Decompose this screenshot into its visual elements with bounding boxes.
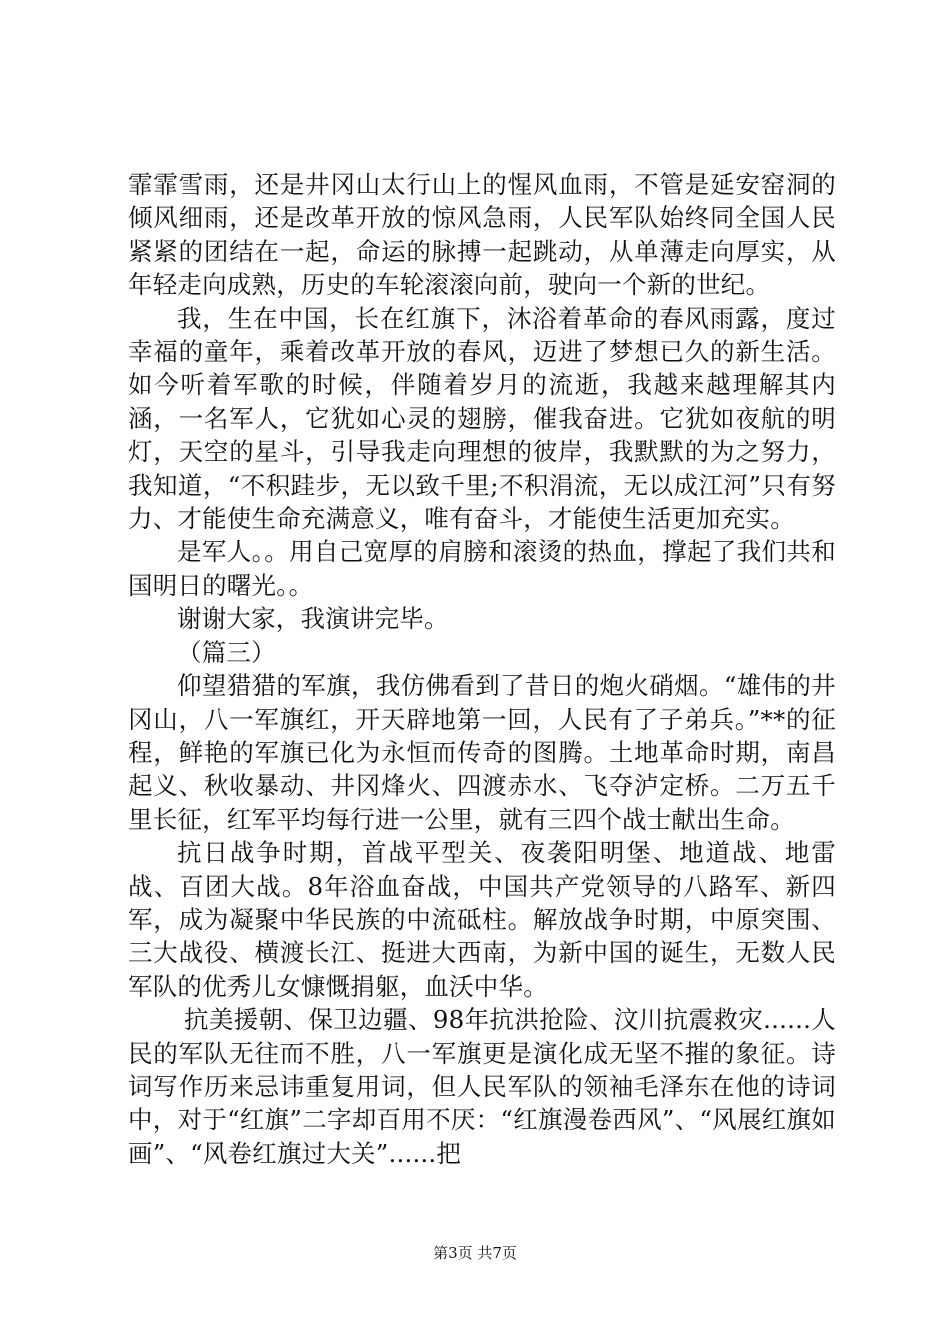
document-body — [128, 168, 836, 1170]
page-footer — [0, 1243, 950, 1263]
paragraph-soldiers: 是军人。。用自己宽厚的肩膀和滚烫的热血，撑起了我们共和国明日的曙光。。 — [128, 537, 836, 600]
paragraph-anti-japanese-war: 抗日战争时期，首战平型关、夜袭阳明堡、地道战、地雷战、百团大战。8年浴血奋战，中国共产党领导的八路军、新四军，成为凝聚中华民族的中流砥柱。解放战争时期，中原突围、三大战役、横渡长江、挺进大西南，为新中国的诞生，无数人民军队的优秀儿女慷慨捐躯，血沃中华。 — [128, 838, 836, 1001]
paragraph-continuation: 霏霏雪雨，还是井冈山太行山上的惺风血雨，不管是延安窑洞的倾风细雨，还是改革开放的惊风急雨，人民军队始终同全国人民紧紧的团结在一起，命运的脉搏一起跳动，从单薄走向厚实，从年轻走向成熟，历史的车轮滚滚向前，驶向一个新的世纪。 — [128, 170, 836, 300]
paragraph-army-flag: 仰望猎猎的军旗，我仿佛看到了昔日的炮火硝烟。“雄伟的井冈山，八一军旗红，开天辟地第一回，人民有了子弟兵。”**的征程，鲜艳的军旗已化为永恒而传奇的图腾。土地革命时期，南昌起义、秋收暴动、井冈烽火、四渡赤水、飞夺泸定桥。二万五千里长征，红军平均每行进一公里，就有三四个战士献出生命。 — [128, 671, 836, 834]
page-number-label: 第3页 共7页 — [433, 1244, 517, 1262]
section-heading-part-three: （篇三） — [177, 637, 276, 667]
paragraph-resist-us-aid-korea: 抗美援朝、保卫边疆、98年抗洪抢险、汶川抗震救灾......人民的军队无往而不胜，八一军旗更是演化成无坚不摧的象征。诗词写作历来忌讳重复用词，但人民军队的领袖毛泽东在他的诗词中，对于“红旗”二字却百用不厌：“红旗漫卷西风”、“风展红旗如画”、“风卷红旗过大关”......把 — [128, 1005, 836, 1168]
paragraph-born-in-china: 我，生在中国，长在红旗下，沐浴着革命的春风雨露，度过幸福的童年，乘着改革开放的春风，迈进了梦想已久的新生活。如今听着军歌的时候，伴随着岁月的流逝，我越来越理解其内涵，一名军人，它犹如心灵的翅膀，催我奋进。它犹如夜航的明灯，天空的星斗，引导我走向理想的彼岸，我默默的为之努力，我知道，“不积跬步，无以致千里;不积涓流，无以成江河”只有努力、才能使生命充满意义，唯有奋斗，才能使生活更加充实。 — [128, 303, 836, 534]
paragraph-thanks: 谢谢大家，我演讲完毕。 — [177, 604, 449, 634]
